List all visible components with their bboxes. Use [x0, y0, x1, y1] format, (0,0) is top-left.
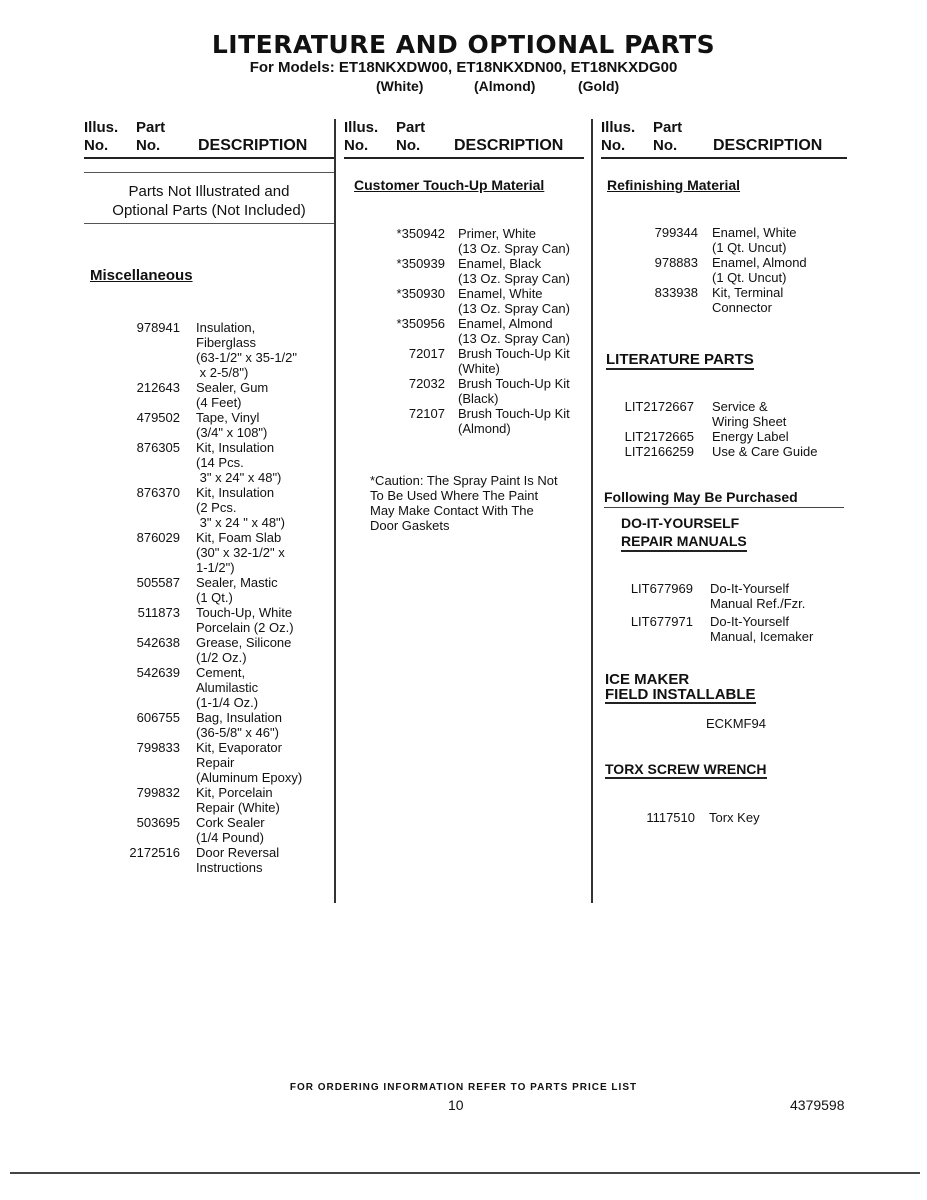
part-number: 876029 [136, 530, 180, 545]
part-number: 72107 [408, 406, 445, 421]
finish-gold: (Gold) [578, 78, 620, 94]
part-description: Do-It-Yourself Manual, Icemaker [710, 614, 814, 644]
header-part-no: No. [653, 137, 678, 154]
part-description: Service & Wiring Sheet [712, 399, 787, 429]
part-description: Cement, Alumilastic (1-1/4 Oz.) [196, 665, 259, 710]
part-description: Enamel, Almond (1 Qt. Uncut) [712, 255, 807, 285]
part-description: Do-It-Yourself Manual Ref./Fzr. [710, 581, 806, 611]
part-description: Torx Key [709, 810, 760, 825]
part-description: Kit, Evaporator Repair (Aluminum Epoxy) [196, 740, 303, 785]
part-description: Brush Touch-Up Kit (Almond) [458, 406, 570, 436]
header-part: Part [136, 119, 166, 136]
part-number: LIT2172665 [624, 429, 694, 444]
column-header-right [601, 119, 847, 159]
purchase-heading: Following May Be Purchased [604, 489, 798, 505]
part-description: Kit, Foam Slab (30" x 32-1/2" x 1-1/2") [196, 530, 285, 575]
part-description: Use & Care Guide [712, 444, 818, 459]
part-description: Enamel, Black (13 Oz. Spray Can) [458, 256, 570, 286]
part-number: 876370 [136, 485, 180, 500]
not-included-note: Parts Not Illustrated and Optional Parts (Not Included) [112, 183, 306, 219]
finish-white: (White) [376, 78, 424, 94]
part-number: 978941 [136, 320, 180, 335]
part-description: Insulation, Fiberglass (63-1/2" x 35-1/2" x 2-5/8") [196, 320, 298, 380]
caution-note: *Caution: The Spray Paint Is Not To Be Used Where The Paint May Make Contact With The Door Gaskets [370, 473, 558, 533]
model-list: For Models: ET18NKXDW00, ET18NKXDN00, ET18NKXDG00 [249, 59, 678, 76]
header-part: Part [653, 119, 683, 136]
page-number: 10 [448, 1097, 464, 1113]
part-number: 2172516 [129, 845, 180, 860]
part-number: 606755 [136, 710, 180, 725]
part-number: 503695 [136, 815, 180, 830]
part-description: Cork Sealer (1/4 Pound) [196, 815, 265, 845]
refinishing-heading: Refinishing Material [607, 177, 741, 193]
part-description: Energy Label [712, 429, 789, 444]
icemaker-part-number: ECKMF94 [706, 716, 766, 731]
part-description: Sealer, Mastic (1 Qt.) [196, 575, 278, 605]
part-description: Brush Touch-Up Kit (Black) [458, 376, 570, 406]
header-description: DESCRIPTION [454, 137, 564, 154]
part-number: 72017 [408, 346, 445, 361]
divider [84, 223, 334, 224]
part-number: 542639 [136, 665, 180, 680]
header-description: DESCRIPTION [198, 137, 308, 154]
column-divider [591, 119, 593, 903]
part-number: 876305 [136, 440, 180, 455]
bottom-rule [10, 1172, 920, 1174]
header-part-no: No. [136, 137, 161, 154]
part-description: Kit, Insulation (2 Pcs. 3" x 24 " x 48") [196, 485, 285, 530]
ordering-note: FOR ORDERING INFORMATION REFER TO PARTS PRICE LIST [289, 1082, 638, 1093]
part-description: Enamel, White (13 Oz. Spray Can) [458, 286, 570, 316]
divider [84, 172, 334, 173]
column-header-left [84, 119, 334, 159]
part-description: Tape, Vinyl (3/4" x 108") [196, 410, 268, 440]
part-description: Brush Touch-Up Kit (White) [458, 346, 570, 376]
header-illus: Illus. [601, 119, 636, 136]
icemaker-heading: ICE MAKER FIELD INSTALLABLE [605, 671, 756, 703]
part-description: Grease, Silicone (1/2 Oz.) [196, 635, 292, 665]
part-description: Sealer, Gum (4 Feet) [196, 380, 269, 410]
part-number: 833938 [654, 285, 698, 300]
part-description: Primer, White (13 Oz. Spray Can) [458, 226, 570, 256]
part-number: LIT677969 [630, 581, 693, 596]
part-number: 1117510 [646, 810, 695, 825]
part-number: 505587 [136, 575, 180, 590]
part-description: Door Reversal Instructions [196, 845, 280, 875]
part-number: 799833 [136, 740, 180, 755]
part-number: *350956 [396, 316, 445, 331]
page-title: LITERATURE AND OPTIONAL PARTS [211, 30, 716, 59]
header-illus-no: No. [84, 137, 109, 154]
header-part: Part [396, 119, 426, 136]
part-number: LIT2166259 [624, 444, 694, 459]
part-number: 542638 [136, 635, 180, 650]
header-illus-no: No. [344, 137, 369, 154]
part-number: 799832 [136, 785, 180, 800]
part-description: Bag, Insulation (36-5/8" x 46") [196, 710, 283, 740]
part-number: *350930 [396, 286, 445, 301]
document-number: 4379598 [790, 1097, 845, 1113]
header-illus: Illus. [344, 119, 379, 136]
part-description: Enamel, Almond (13 Oz. Spray Can) [458, 316, 570, 346]
torx-heading: TORX SCREW WRENCH [605, 761, 767, 777]
part-number: 479502 [136, 410, 180, 425]
part-description: Enamel, White (1 Qt. Uncut) [712, 225, 797, 255]
part-number: *350942 [396, 226, 445, 241]
divider [604, 507, 844, 508]
column-header-middle [344, 119, 584, 159]
header-illus: Illus. [84, 119, 119, 136]
header-illus-no: No. [601, 137, 626, 154]
part-description: Touch-Up, White Porcelain (2 Oz.) [196, 605, 294, 635]
literature-heading: LITERATURE PARTS [606, 351, 754, 368]
part-description: Kit, Terminal Connector [712, 285, 784, 315]
miscellaneous-heading: Miscellaneous [90, 267, 193, 284]
header-part-no: No. [396, 137, 421, 154]
part-number: 799344 [654, 225, 698, 240]
part-number: 72032 [408, 376, 445, 391]
part-number: 212643 [136, 380, 180, 395]
part-number: 978883 [654, 255, 698, 270]
column-divider [334, 119, 336, 903]
part-description: Kit, Insulation (14 Pcs. 3" x 24" x 48") [196, 440, 282, 485]
part-number: LIT2172667 [624, 399, 694, 414]
part-number: 511873 [137, 605, 180, 620]
part-number: *350939 [396, 256, 445, 271]
finish-almond: (Almond) [474, 78, 536, 94]
header-description: DESCRIPTION [713, 137, 823, 154]
part-number: LIT677971 [630, 614, 693, 629]
touch-up-heading: Customer Touch-Up Material [354, 177, 545, 193]
diy-heading: DO-IT-YOURSELF REPAIR MANUALS [621, 514, 747, 552]
part-description: Kit, Porcelain Repair (White) [196, 785, 280, 815]
